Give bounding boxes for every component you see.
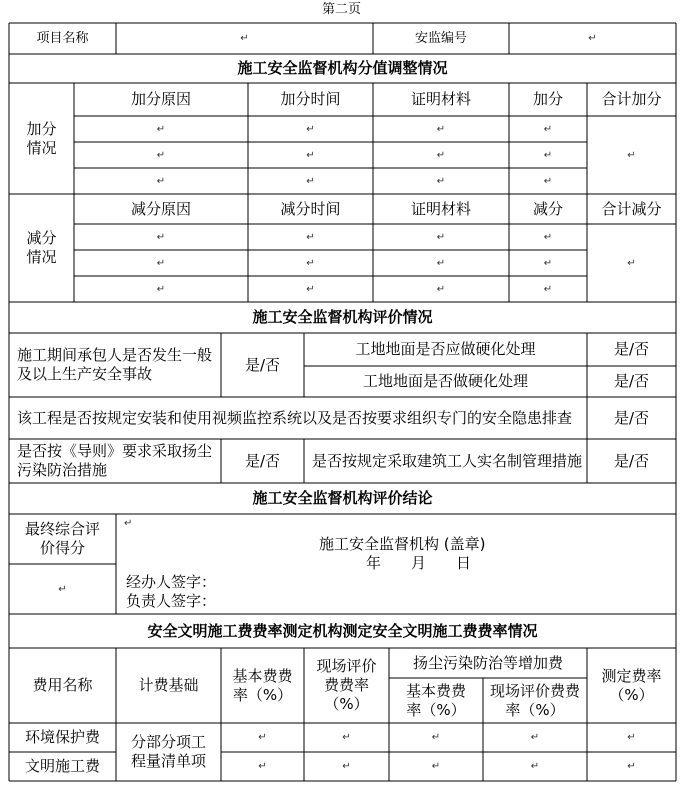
dust-base-rate-cell[interactable] [389,723,483,752]
paragraph-mark-icon: ↵ [543,231,553,243]
base-rate-cell[interactable] [221,752,304,781]
add-time-cell[interactable] [248,168,373,194]
fee-basis-value: 分部分项工程量清单项 [130,733,206,770]
dust-base-rate-header: 基本费费率（%） [405,681,466,719]
deduct-proof-cell[interactable] [373,276,509,302]
deduct-points-header: 减分 [532,199,563,218]
date-line: 年 月 日 [366,554,472,572]
site-eval-rate-cell[interactable] [304,752,389,781]
site-eval-rate-cell[interactable] [304,723,389,752]
paragraph-mark-icon: ↵ [543,175,553,187]
hardening-required-answer[interactable]: 是/否 [613,340,650,358]
paragraph-mark-icon: ↵ [306,149,315,161]
paragraph-mark-icon: ↵ [156,283,166,295]
handler-signature-label: 经办人签字： [126,573,217,591]
paragraph-mark-icon: ↵ [156,231,166,243]
deduct-points-cell[interactable] [509,250,587,276]
add-points-header: 加分 [532,90,563,108]
measured-rate-cell[interactable] [587,752,676,781]
paragraph-mark-icon: ↵ [156,175,166,187]
add-proof-header: 证明材料 [410,90,471,108]
paragraph-mark-icon: ↵ [436,231,446,243]
agency-seal-label: 施工安全监督机构 (盖章) [319,535,486,553]
accident-question: 施工期间承包人是否发生一般及以上生产安全事故 [17,346,213,383]
deduct-time-header: 减分时间 [280,199,341,218]
add-reason-header: 加分原因 [130,90,191,108]
paragraph-mark-icon: ↵ [431,732,441,743]
paragraph-mark-icon: ↵ [306,175,315,187]
add-points-cell[interactable] [509,168,587,194]
dust-control-answer[interactable]: 是/否 [244,451,281,470]
paragraph-mark-icon: ↵ [436,283,446,295]
section-title-conclusion: 施工安全监督机构评价结论 [252,489,433,507]
deduct-points-cell[interactable] [509,224,587,250]
deduct-reason-cell[interactable] [74,224,248,250]
add-proof-cell[interactable] [373,168,509,194]
paragraph-mark-icon: ↵ [543,149,553,161]
project-name-label: 项目名称 [36,31,89,46]
hardening-done-answer[interactable]: 是/否 [613,372,650,390]
deduct-time-cell[interactable] [248,224,373,250]
safety-number-label: 安监编号 [414,31,467,46]
paragraph-mark-icon: ↵ [240,33,249,44]
paragraph-mark-icon: ↵ [436,123,446,135]
deduct-proof-cell[interactable] [373,250,509,276]
paragraph-mark-icon: ↵ [124,518,133,529]
paragraph-mark-icon: ↵ [156,149,166,161]
paragraph-mark-icon: ↵ [588,33,597,44]
paragraph-mark-icon: ↵ [543,257,553,269]
add-time-cell[interactable] [248,142,373,168]
final-score-label: 最终综合评价得分 [25,520,101,557]
final-score-field[interactable] [9,564,116,614]
video-monitoring-question: 该工程是否按规定安装和使用视频监控系统以及是否按要求组织专门的安全隐患排查 [17,408,573,427]
page-label: 第二页 [321,2,361,17]
paragraph-mark-icon: ↵ [431,761,441,772]
paragraph-mark-icon: ↵ [627,732,636,743]
accident-answer[interactable]: 是/否 [244,355,281,374]
paragraph-mark-icon: ↵ [530,761,540,772]
deduct-total-cell[interactable] [587,224,676,302]
dust-control-question: 是否按《导则》要求采取扬尘污染防治措施 [17,442,213,479]
dust-site-rate-header: 现场评价费费率（%） [489,681,580,719]
deduct-reason-cell[interactable] [74,276,248,302]
leader-signature-label: 负责人签字： [126,592,217,610]
section-title-evaluation: 施工安全监督机构评价情况 [252,308,433,326]
add-points-cell[interactable] [509,142,587,168]
add-reason-cell[interactable] [74,142,248,168]
real-name-answer[interactable]: 是/否 [613,451,650,470]
add-points-cell[interactable] [509,116,587,142]
paragraph-mark-icon: ↵ [543,283,553,295]
measured-rate-header: 测定费率（%） [601,666,662,704]
measured-rate-cell[interactable] [587,723,676,752]
paragraph-mark-icon: ↵ [436,257,446,269]
add-reason-cell[interactable] [74,168,248,194]
section-title-fee-rate: 安全文明施工费费率测定机构测定安全文明施工费费率情况 [147,621,538,640]
deduct-reason-header: 减分原因 [130,199,191,218]
base-rate-header: 基本费费率（%） [232,666,293,704]
add-score-label: 加分情况 [26,119,57,157]
add-proof-cell[interactable] [373,116,509,142]
add-reason-cell[interactable] [74,116,248,142]
deduct-time-cell[interactable] [248,250,373,276]
paragraph-mark-icon: ↵ [156,257,166,269]
hardening-required-question: 工地地面是否应做硬化处理 [355,340,536,358]
dust-base-rate-cell[interactable] [389,752,483,781]
deduct-points-cell[interactable] [509,276,587,302]
video-monitoring-answer[interactable]: 是/否 [613,408,650,427]
add-proof-cell[interactable] [373,142,509,168]
paragraph-mark-icon: ↵ [258,732,267,743]
paragraph-mark-icon: ↵ [306,123,315,135]
add-time-header: 加分时间 [280,90,341,108]
add-total-cell[interactable] [587,116,676,194]
paragraph-mark-icon: ↵ [156,123,166,135]
paragraph-mark-icon: ↵ [627,761,636,772]
deduct-score-label: 减分情况 [26,229,57,266]
base-rate-cell[interactable] [221,723,304,752]
paragraph-mark-icon: ↵ [627,257,636,269]
dust-site-rate-cell[interactable] [483,723,587,752]
paragraph-mark-icon: ↵ [306,283,315,295]
fee-name-header: 费用名称 [32,676,93,694]
paragraph-mark-icon: ↵ [306,257,315,269]
paragraph-mark-icon: ↵ [258,761,267,772]
deduct-proof-header: 证明材料 [410,199,471,218]
safety-number-field[interactable] [509,23,676,54]
deduct-total-header: 合计减分 [601,199,662,218]
deduct-time-cell[interactable] [248,276,373,302]
paragraph-mark-icon: ↵ [543,123,553,135]
add-total-header: 合计加分 [601,90,662,108]
environment-fee-label: 环境保护费 [24,728,100,746]
paragraph-mark-icon: ↵ [342,732,351,743]
paragraph-mark-icon: ↵ [306,231,315,243]
section-title-score-adjustment: 施工安全监督机构分值调整情况 [237,59,448,77]
add-time-cell[interactable] [248,116,373,142]
paragraph-mark-icon: ↵ [530,732,540,743]
hardening-done-question: 工地地面是否做硬化处理 [362,372,528,390]
site-eval-rate-header: 现场评价费费率（%） [316,657,377,713]
dust-site-rate-cell[interactable] [483,752,587,781]
deduct-proof-cell[interactable] [373,224,509,250]
paragraph-mark-icon: ↵ [58,583,67,595]
project-name-field[interactable] [116,23,373,54]
conclusion-block[interactable] [116,514,676,614]
deduct-reason-cell[interactable] [74,250,248,276]
paragraph-mark-icon: ↵ [436,149,446,161]
paragraph-mark-icon: ↵ [342,761,351,772]
paragraph-mark-icon: ↵ [436,175,446,187]
dust-fee-group-header: 扬尘污染防治等增加费 [412,653,563,672]
paragraph-mark-icon: ↵ [627,149,636,161]
fee-basis-header: 计费基础 [138,676,199,694]
civilized-construction-fee-label: 文明施工费 [24,757,100,775]
real-name-question: 是否按规定采取建筑工人实名制管理措施 [312,451,583,470]
